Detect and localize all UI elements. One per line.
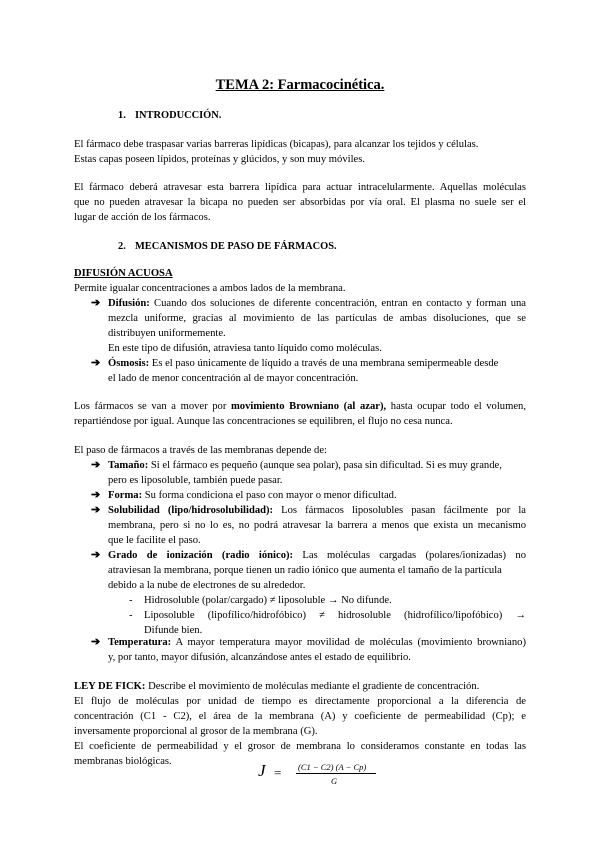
text-line: membrana, pero si no lo es, no podrá atravesar la barrera a menos que exista un mecanismo [108,520,526,531]
text-span: hasta ocupar todo el volumen, [390,401,526,412]
section-number: 1. [118,110,126,121]
fick-paragraph [74,679,526,769]
depende-intro [74,443,526,458]
page-title: TEMA 2: Farmacocinética. [215,77,385,93]
bullet-term: Grado de ionización (radio iónico): [108,550,294,561]
section-label: INTRODUCCIÓN. [135,110,222,121]
bullet-body [108,356,526,386]
dash-body [144,593,526,608]
text-line: concentración (C1 - C2), el área de la membrana (A) y coeficiente de permeabilidad (Cp); e [74,711,526,722]
text-line: El coeficiente de permeabilidad y el grosor de membrana lo consideramos constante en todas las [74,741,526,752]
text-line [108,458,526,473]
intro-paragraph-2 [74,180,526,225]
bullet-term: Forma: [108,490,143,501]
bullet-body [108,548,526,593]
text-line: Permite igualar concentraciones a ambos lados de la membrana. [74,283,346,294]
browniano-paragraph [74,399,526,429]
formula-numerator: (C1 − C2) (A − Cp) [298,762,367,772]
text-line [74,399,526,414]
text-line: y, por tanto, mayor difusión, alcanzándose antes el estado de equilibrio. [108,652,411,663]
formula-equals: = [274,765,282,780]
difusion-description [74,281,526,296]
bullet-body [108,296,526,356]
text-span: Los fármacos se van a mover por [74,401,227,412]
text-line: mezcla uniforme, gracias al movimiento de las partículas de ambas disoluciones, que se [108,313,526,324]
bullet-term: Tamaño: [108,460,149,471]
arrow-bullet-icon: ➔ [91,459,101,471]
dash-body [144,608,526,638]
text-line [108,296,526,311]
text-line [108,548,526,563]
text-line: Hidrosoluble (polar/cargado) ≠ liposoluble → No difunde. [144,595,392,606]
text-line: lugar de acción de los fármacos. [74,212,211,223]
bullet-term: Temperatura: [108,637,172,648]
section-heading-introduccion [118,108,221,123]
bullet-term: Difusión: [108,298,150,309]
text-line: que le facilite el paso. [108,535,201,546]
text-span: Describe el movimiento de moléculas mediante el gradiente de concentración. [148,681,480,692]
text-line: inversamente proporcional al grosor de la membrana (G). [74,726,318,737]
bullet-text: Cuando dos soluciones de diferente concentración, entran en contacto y forman una [154,298,526,309]
text-line: Liposoluble (lipofílico/hidrofóbico) ≠ hidrosoluble (hidrofílico/lipofóbico) → [144,610,526,621]
text-line [74,679,526,694]
text-line: distribuyen uniformemente. [108,328,226,339]
bold-term: LEY DE FICK: [74,681,146,692]
bullet-body [108,458,526,488]
text-line: que no pueden atravesar la bicapa no pueden ser absorbidas por vía oral. El plasma no suele ser el [74,197,526,208]
text-line: repartiéndose por igual. Aunque las concentraciones se equilibren, el flujo no cesa nunca. [74,416,453,427]
text-line: pero es liposoluble, también puede pasar. [108,475,283,486]
bullet-term: Ósmosis: [108,358,150,369]
text-line: el lado de menor concentración al de mayor concentración. [108,373,359,384]
fick-formula [258,760,378,786]
text-line [108,635,526,650]
bullet-text: Las moléculas cargadas (polares/ionizadas) no [302,550,527,561]
text-line: Difunde bien. [144,625,203,636]
bold-term: movimiento Browniano (al azar), [230,401,387,412]
text-line: El paso de fármacos a través de las membranas depende de: [74,445,327,456]
arrow-bullet-icon: ➔ [91,504,101,516]
arrow-bullet-icon: ➔ [91,636,101,648]
section-number: 2. [118,241,126,252]
text-line [108,356,526,371]
section-heading-mecanismos [118,239,337,254]
arrow-bullet-icon: ➔ [91,549,101,561]
arrow-bullet-icon: ➔ [91,489,101,501]
intro-paragraph-1 [74,137,526,167]
formula-lhs: J [258,761,266,780]
bullet-body [108,503,526,548]
text-line: debido a la nube de electrones de su alrededor. [108,580,306,591]
text-line: En este tipo de difusión, atraviesa tanto líquido como moléculas. [108,343,382,354]
text-line: atraviesan la membrana, porque tienen un radio iónico que aumenta el tamaño de la partícula [108,565,502,576]
bullet-body [108,635,526,665]
text-line: El flujo de moléculas por unidad de tiempo es directamente proporcional a la diferencia de [74,696,526,707]
bullet-text: Si el fármaco es pequeño (aunque sea polar), pasa sin dificultad. Si es muy grande, [150,460,502,471]
arrow-bullet-icon: ➔ [91,357,101,369]
bullet-text: Los fármacos liposolubles pasan fácilmente por la [281,505,526,516]
text-line: Estas capas poseen lípidos, proteínas y glúcidos, y son muy móviles. [74,154,365,165]
bullet-text: A mayor temperatura mayor movilidad de moléculas (movimiento browniano) [175,637,526,648]
bullet-body [108,488,526,503]
subheading-difusion-acuosa: DIFUSIÓN ACUOSA [74,268,173,279]
bullet-text: Su forma condiciona el paso con mayor o menor dificultad. [144,490,397,501]
formula-denominator: G [331,776,338,786]
dash-mark: - [129,610,133,621]
text-line: El fármaco deberá atravesar esta barrera lipídica para actuar intracelularmente. Aquellas moléculas [74,182,526,193]
text-line: membranas biológicas. [74,756,172,767]
dash-mark: - [129,595,133,606]
bullet-term: Solubilidad (lipo/hidrosolubilidad): [108,505,274,516]
arrow-bullet-icon: ➔ [91,297,101,309]
text-line: El fármaco debe traspasar varias barreras lipídicas (bicapas), para alcanzar los tejidos y células. [74,139,479,150]
text-line [108,503,526,518]
section-label: MECANISMOS DE PASO DE FÁRMACOS. [135,241,337,252]
bullet-text: Es el paso únicamente de líquido a través de una membrana semipermeable desde [151,358,499,369]
text-line [108,488,526,503]
